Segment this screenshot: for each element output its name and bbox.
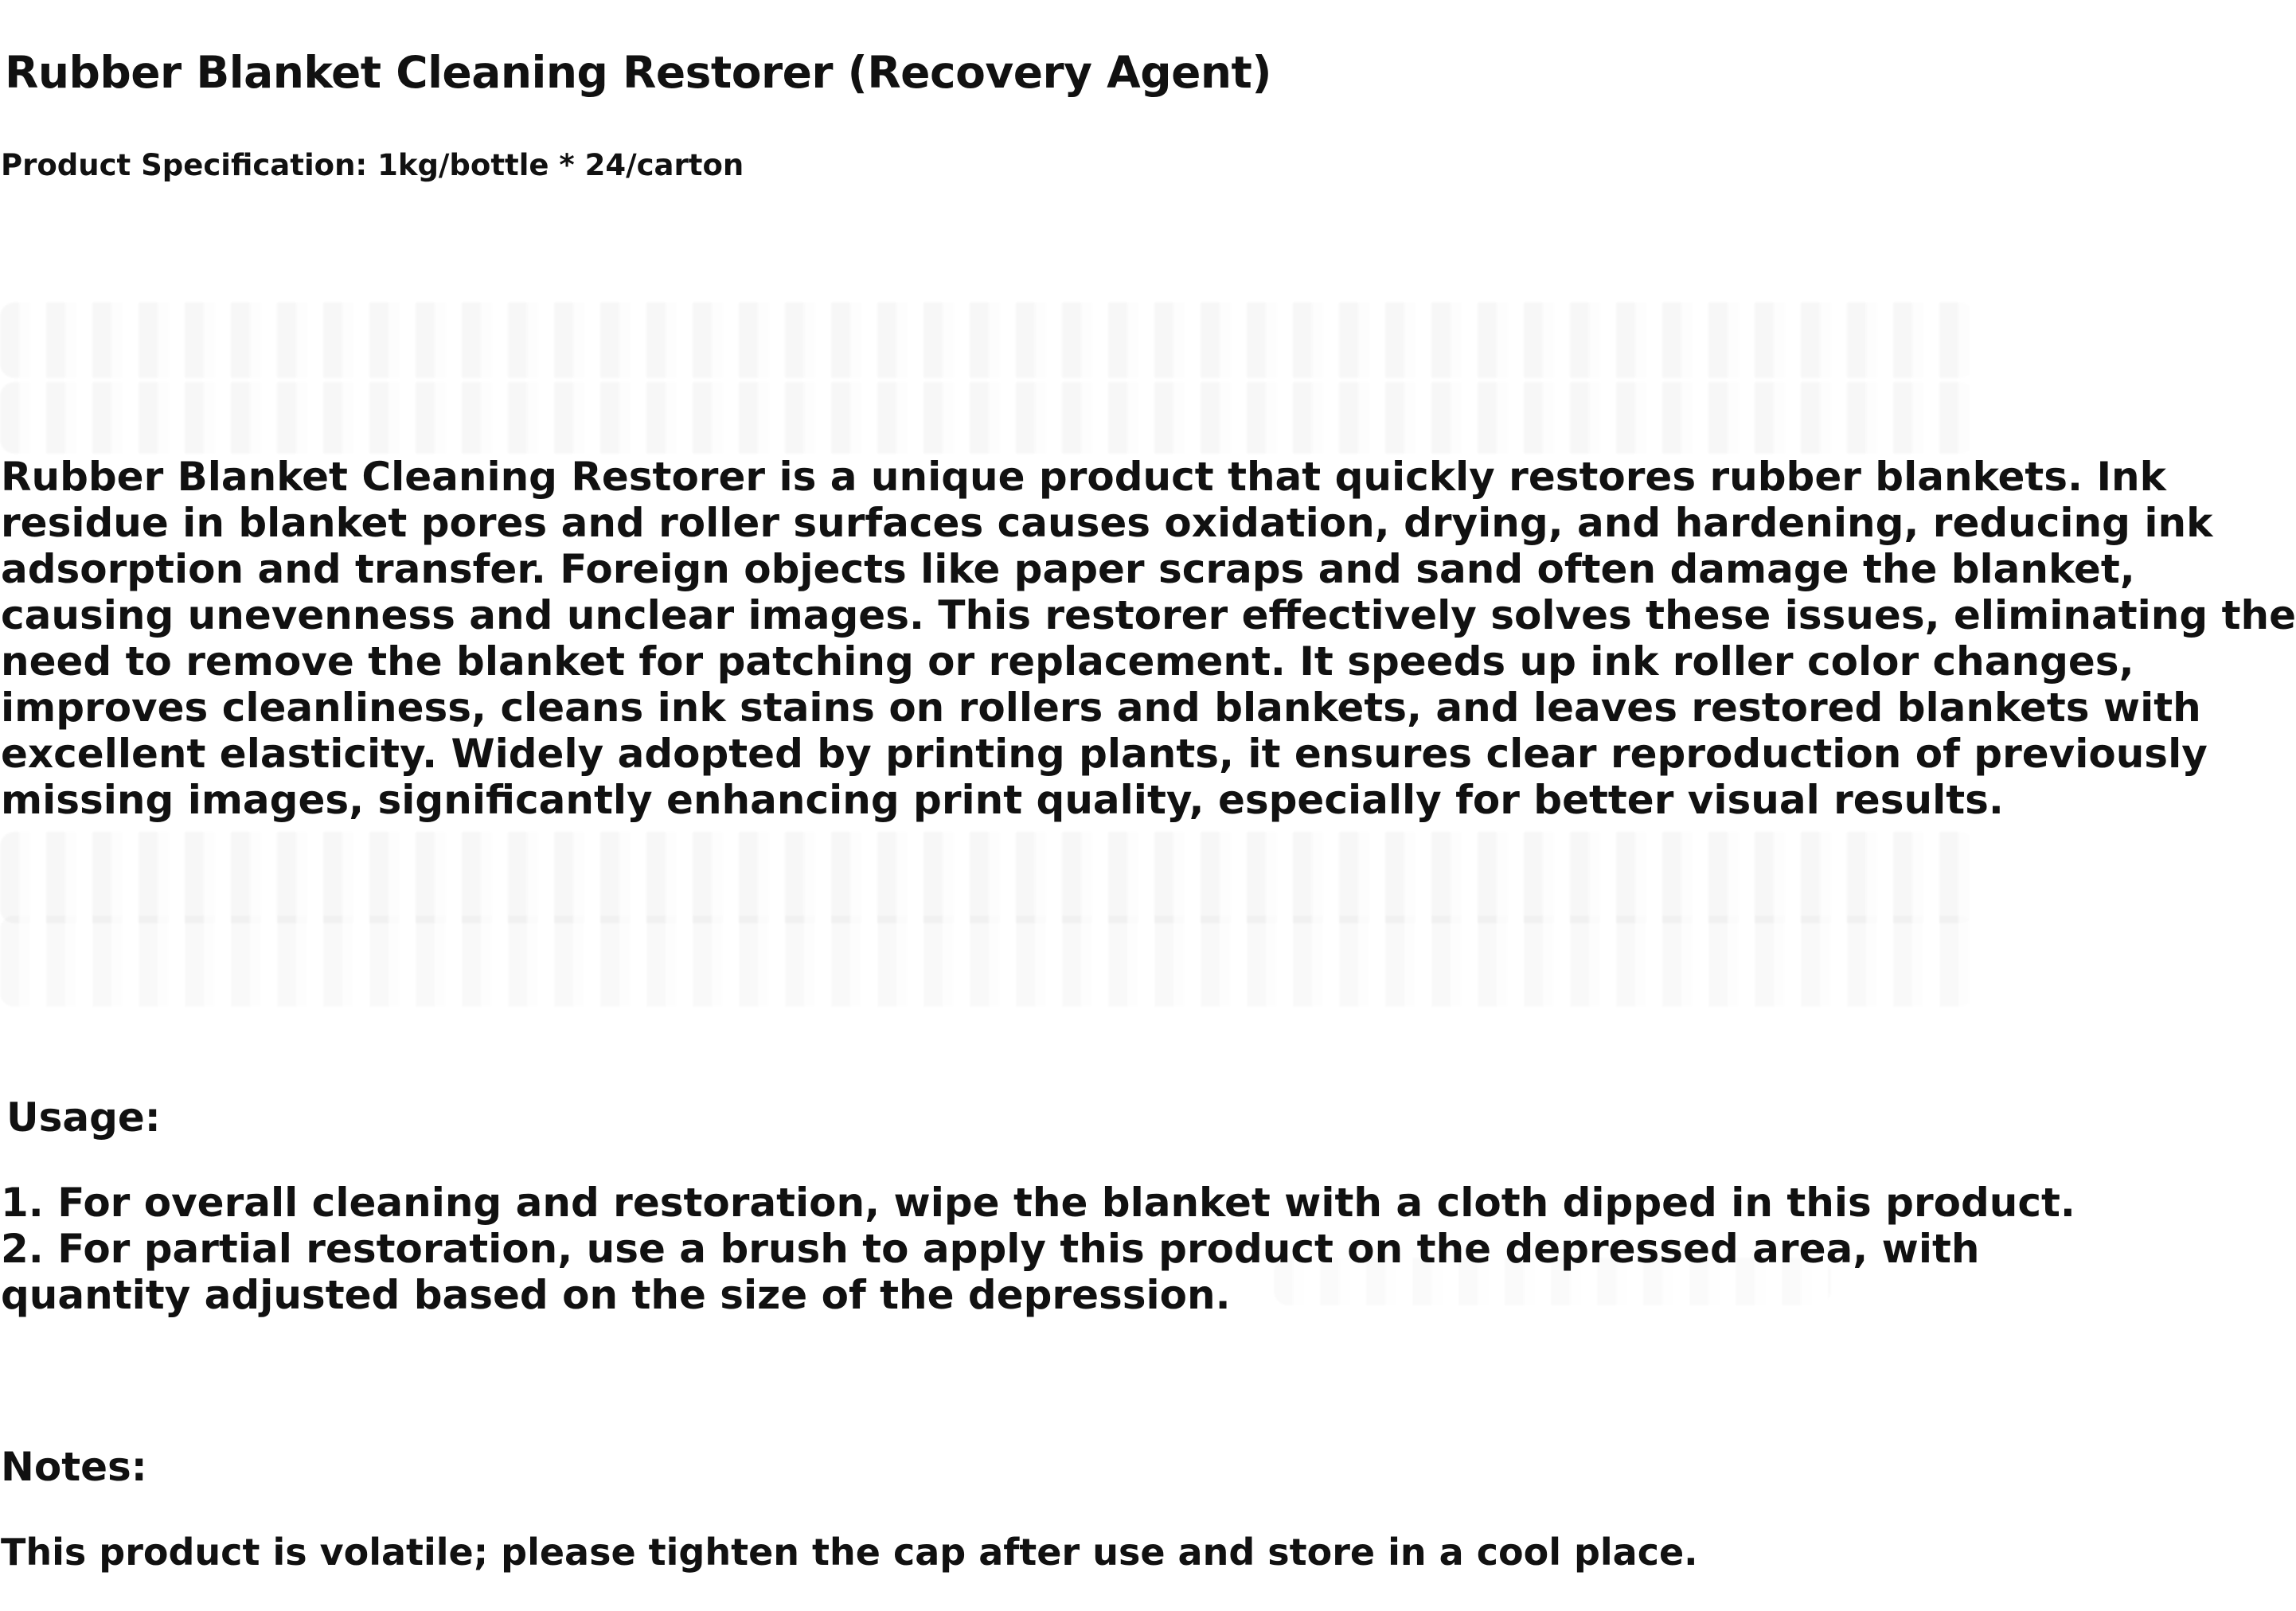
background-artifact: [0, 832, 1974, 923]
product-specification: Product Specification: 1kg/bottle * 24/carton: [1, 148, 744, 182]
notes-heading: Notes:: [1, 1444, 147, 1490]
description-line: adsorption and transfer. Foreign objects like paper scraps and sand often damage the blanket,: [1, 546, 2135, 592]
description-line: missing images, significantly enhancing print quality, especially for better visual results.: [1, 777, 2004, 823]
description-line: improves cleanliness, cleans ink stains on rollers and blankets, and leaves restored blankets with: [1, 685, 2201, 731]
usage-line: quantity adjusted based on the size of the depression.: [1, 1272, 1231, 1318]
product-description: [1, 454, 2296, 823]
usage-line: 2. For partial restoration, use a brush to apply this product on the depressed area, with: [1, 1226, 1980, 1272]
background-artifact: [0, 915, 1974, 1007]
background-artifact: [0, 302, 1974, 378]
description-line: causing unevenness and unclear images. This restorer effectively solves these issues, eliminating the: [1, 592, 2296, 638]
description-line: residue in blanket pores and roller surfaces causes oxidation, drying, and hardening, reducing ink: [1, 500, 2213, 546]
background-artifact: [0, 382, 1974, 454]
description-line: excellent elasticity. Widely adopted by printing plants, it ensures clear reproduction of previously: [1, 731, 2208, 777]
description-line: need to remove the blanket for patching or replacement. It speeds up ink roller color changes,: [1, 638, 2134, 685]
notes-text: This product is volatile; please tighten the cap after use and store in a cool place.: [1, 1531, 1698, 1574]
usage-line: 1. For overall cleaning and restoration, wipe the blanket with a cloth dipped in this product.: [1, 1180, 2075, 1226]
usage-instructions: [1, 1180, 2075, 1318]
usage-heading: Usage:: [6, 1094, 161, 1141]
description-line: Rubber Blanket Cleaning Restorer is a unique product that quickly restores rubber blankets. Ink: [1, 454, 2166, 500]
product-title: Rubber Blanket Cleaning Restorer (Recovery Agent): [5, 47, 1271, 98]
